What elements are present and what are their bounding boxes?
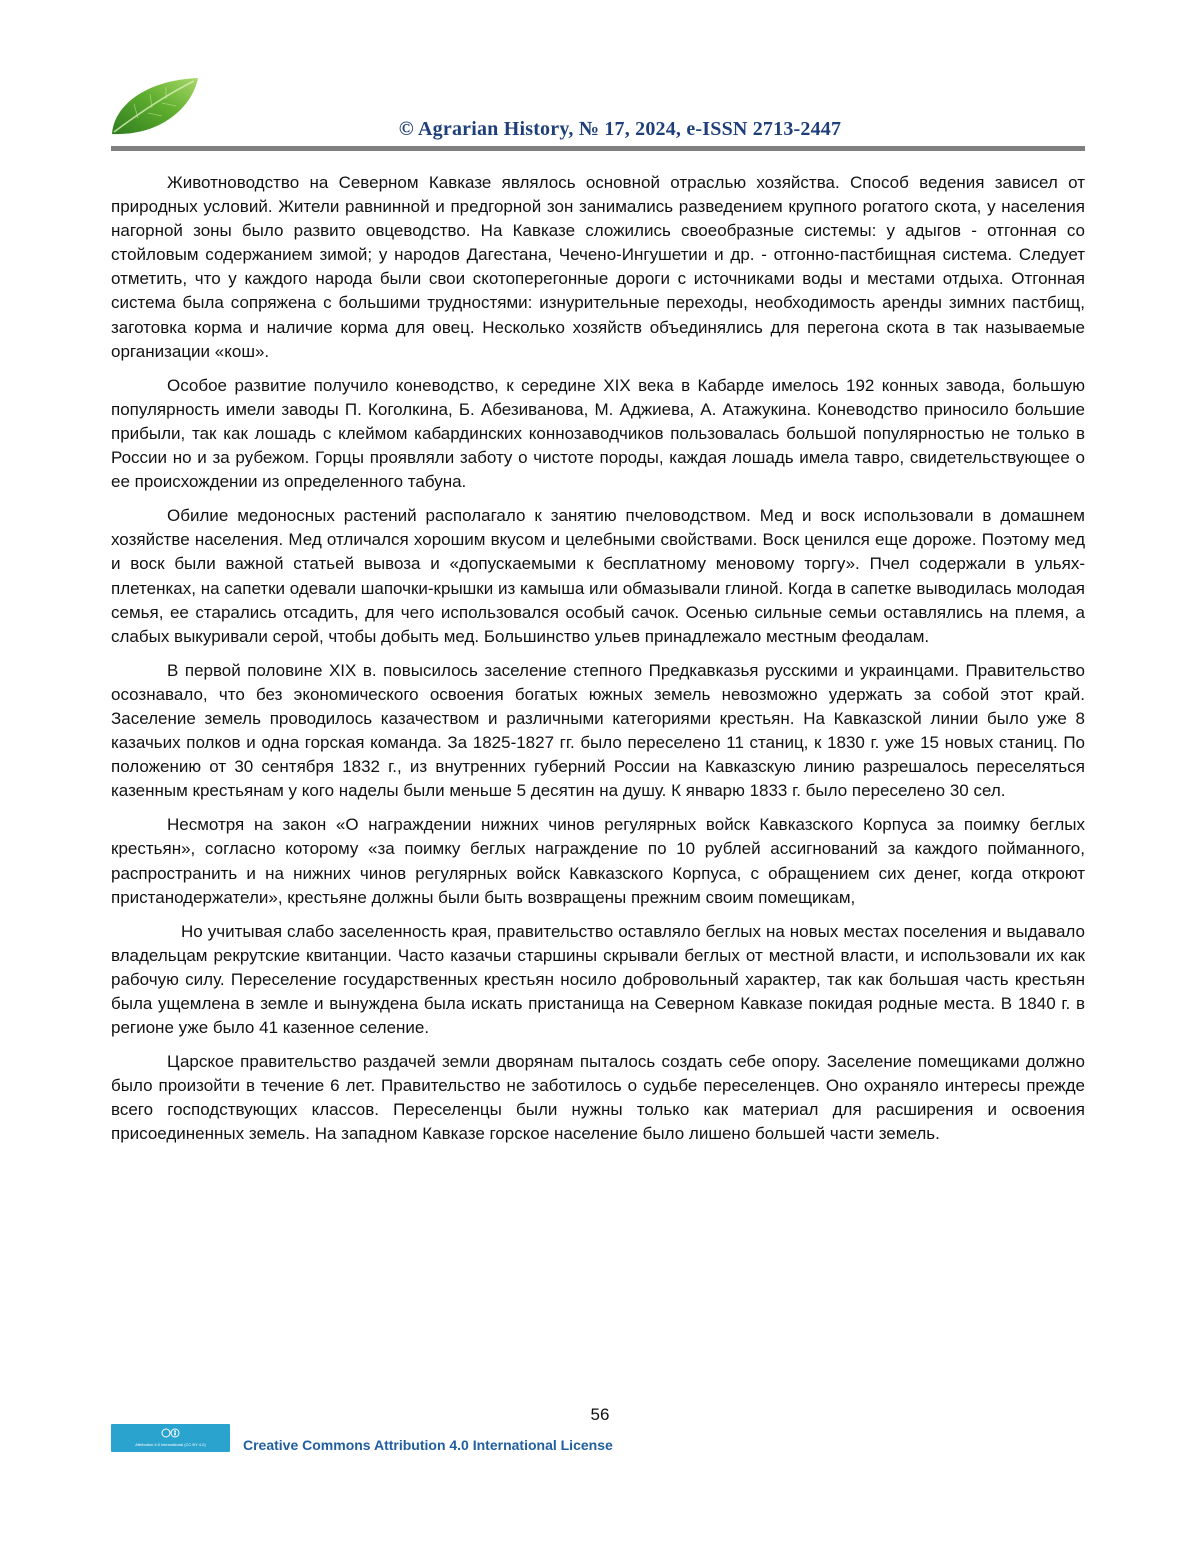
paragraph: Животноводство на Северном Кавказе являлось основной отраслью хозяйства. Способ ведения зависел от природных условий. Жители равнинной и предгорной зон занимались разведением крупного рогатого скота, у населения нагорной зоны было развито овцеводство. На Кавказе сложились своеобразные системы: у адыгов - отгонная со стойловым содержанием зимой; у народов Дагестана, Чечено-Ингушетии и др. - отгонно-пастбищная система. Следует отметить, что у каждого народа были свои скотоперегонные дороги с источниками воды и местами отдыха. Отгонная система была сопряжена с большими трудностями: изнурительные переходы, необходимость аренды зимних пастбищ, заготовка корма и наличие корма для овец. Несколько хозяйств объединялись для перегона скота в так называемые организации «кош». (111, 173, 1085, 361)
article-body (111, 171, 1085, 1157)
cc-badge-text: Attribution 4.0 International (CC BY 4.0) (135, 1442, 206, 1447)
paragraph: Царское правительство раздачей земли дворянам пыталось создать себе опору. Заселение помещиками должно было произойти в течение 6 лет. Правительство не заботилось о судьбе переселенцев. Оно охраняло интересы прежде всего господствующих классов. Переселенцы были нужны только как материал для расширения и освоения присоединенных земель. На западном Кавказе горское население было лишено большей части земель. (111, 1052, 1085, 1144)
journal-header-title: © Agrarian History, № 17, 2024, e-ISSN 2713-2447 (398, 118, 842, 140)
paragraph: Обилие медоносных растений располагало к занятию пчеловодством. Мед и воск использовали в домашнем хозяйстве населения. Мед отличался хорошим вкусом и целебными свойствами. Воск ценился еще дороже. Поэтому мед и воск были важной статьей вывоза и «допускаемыми к бесплатному меновому торгу». Пчел содержали в ульях-плетенках, на сапетки одевали шапочки-крышки из камыша или обмазывали глиной. Когда в сапетке выводилась молодая семья, ее старались отсадить, для чего использовался особый сачок. Осенью сильные семьи оставлялись на племя, а слабых выкуривали серой, чтобы добыть мед. Большинство ульев принадлежало местным феодалам. (111, 506, 1085, 646)
paragraph: В первой половине XIX в. повысилось заселение степного Предкавказья русскими и украинцами. Правительство осознавало, что без экономического освоения богатых южных земель невозможно удержать за собой этот край. Заселение земель проводилось казачеством и различными категориями крестьян. На Кавказской линии было уже 8 казачьих полков и одна горская команда. За 1825-1827 гг. было переселено 11 станиц, к 1830 г. уже 15 новых станиц. По положению от 30 сентября 1832 г., из внутренних губерний России на Кавказскую линию разрешалось переселяться казенным крестьянам у кого наделы были меньше 5 десятин на душу. К январю 1833 г. было переселено 30 сел. (111, 660, 1085, 801)
paragraph: Особое развитие получило коневодство, к середине XIX века в Кабарде имелось 192 конных завода, большую популярность имели заводы П. Коголкина, Б. Абезиванова, М. Аджиева, А. Атажукина. Коневодство приносило большие прибыли, так как лошадь с клеймом кабардинских коннозаводчиков пользовалась большой популярностью не только в России но и за рубежом. Горцы проявляли заботу о чистоте породы, каждая лошадь имела тавро, свидетельствующее о ее происхождении из определенного табуна. (111, 375, 1085, 492)
cc-license-badge[interactable] (111, 1424, 230, 1452)
page-number: 56 (590, 1405, 610, 1424)
header-divider (111, 146, 1085, 151)
paragraph: Несмотря на закон «О награждении нижних чинов регулярных войск Кавказского Корпуса за поимку беглых крестьян», согласно которому «за поимку беглых награждение по 10 рублей ассигнований за каждого пойманного, распространить и на нижних чинов регулярных войск Кавказского Корпуса, с обращением сих денег, когда откроют пристанодержатели», крестьяне должны были быть возвращены прежним своим помещикам, (111, 815, 1085, 907)
leaf-logo-icon (108, 74, 200, 138)
cc-by-icon (161, 1428, 181, 1438)
license-link[interactable]: Creative Commons Attribution 4.0 International License (243, 1437, 613, 1453)
paragraph: Но учитывая слабо заселенность края, правительство оставляло беглых на новых местах поселения и выдавало владельцам рекрутские квитанции. Часто казачьи старшины скрывали беглых от местной власти, и использовали их как рабочую силу. Переселение государственных крестьян носило добровольный характер, так как большая часть крестьян была ущемлена в земле и вынуждена была искать пристанища на Северном Кавказе покидая родные места. В 1840 г. в регионе уже было 41 казенное селение. (111, 921, 1085, 1038)
